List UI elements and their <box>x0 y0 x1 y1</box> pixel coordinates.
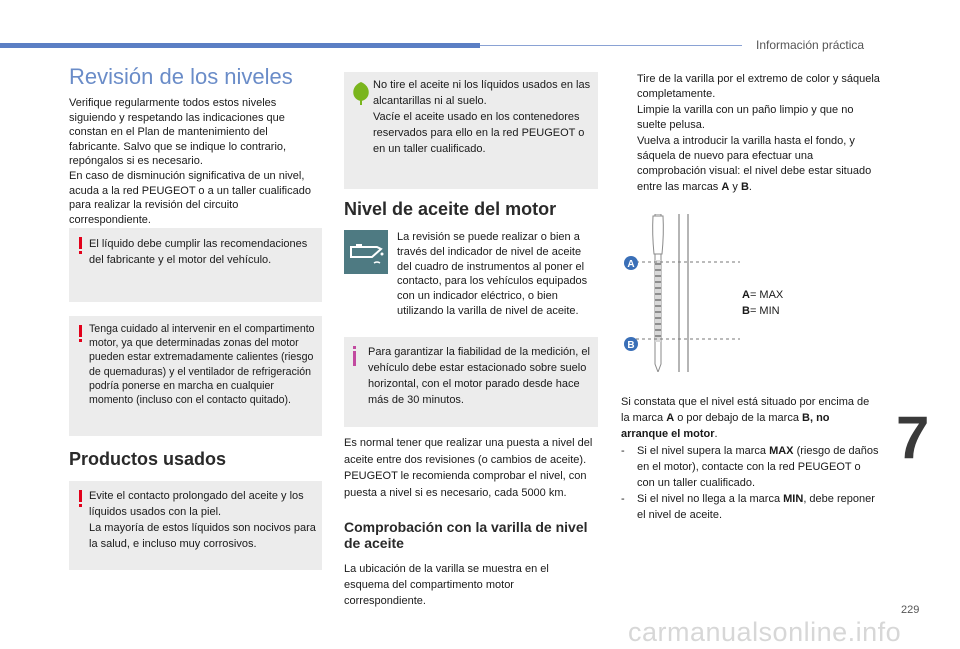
text-run: Si constata que el nivel está situado por encima de la marca <box>621 396 870 425</box>
text-run: Si el nivel supera la marca <box>637 444 770 457</box>
arrow-bullet-icon <box>621 103 637 134</box>
list-item <box>621 491 879 523</box>
text-run: Vuelva a introducir la varilla hasta el fondo, y sáquela de nuevo para efectuar una comprobación visual: el nivel debe estar situado entre las marcas <box>637 134 872 193</box>
environment-line: Vacíe el aceite usado en los contenedores reservados para ello en la red PEUGEOT o en un taller cualificado. <box>373 111 585 155</box>
conclusion-paragraph <box>621 394 879 443</box>
arrow-bullet-icon <box>621 72 637 103</box>
legend-a-key: A <box>742 289 750 301</box>
mark-a-ref: A <box>721 180 730 193</box>
normal-text: Es normal tener que realizar una puesta a nivel del aceite entre dos revisiones (o cambios de aceite). PEUGEOT le recomienda comprobar el nivel, con puesta a nivel si es necesario, cada 5000 km. <box>344 437 593 499</box>
warning-icon <box>78 490 82 508</box>
text-run: y <box>729 180 741 193</box>
warning-icon <box>78 325 82 343</box>
text-run: . <box>748 180 752 193</box>
text-run: Si el nivel no llega a la marca <box>637 493 784 506</box>
list-item-text <box>637 491 879 523</box>
text-run: (riesgo de daños en el motor), contacte con la red PEUGEOT o con un taller cualificado. <box>637 444 879 490</box>
arrow-bullet-icon <box>621 134 637 196</box>
text-run: , debe reponer el nivel de aceite. <box>637 493 875 522</box>
legend-max <box>742 287 783 303</box>
list-item-text <box>637 134 881 196</box>
dipstick-legend <box>742 287 783 319</box>
section-title: Información práctica <box>756 38 865 52</box>
warning-line: La mayoría de estos líquidos son nocivos para la salud, e incluso muy corrosivos. <box>89 522 316 550</box>
environment-line: No tire el aceite ni los líquidos usados en las alcantarillas ni al suelo. <box>373 79 591 107</box>
intro-text <box>69 96 319 227</box>
text-run: B <box>802 412 810 425</box>
text-run: MIN <box>783 493 804 506</box>
legend-b-value: = MIN <box>749 305 780 317</box>
list-item <box>621 72 881 103</box>
marker-a-label: A <box>627 259 635 270</box>
warning-box-engine <box>69 316 322 436</box>
warning-text <box>89 488 319 552</box>
intro-paragraph: Verifique regularmente todos estos niveles siguiendo y respetando las indicaciones que constan en el Plan de mantenimiento del fabricante. Salvo que se indique lo contrario, repóngalos si es necesario. <box>69 97 287 168</box>
page-title: Revisión de los niveles <box>69 64 293 89</box>
legend-a-value: = MAX <box>749 289 784 301</box>
list-item-text <box>637 443 879 492</box>
list-item-text: Tire de la varilla por el extremo de color y sáquela completamente. <box>637 73 880 101</box>
info-box <box>344 337 598 427</box>
warning-box-fluid <box>69 228 322 302</box>
environment-box <box>344 72 598 189</box>
warning-box-used <box>69 481 322 570</box>
environment-text <box>373 77 597 157</box>
text-run: . <box>714 428 718 441</box>
text-run: MAX <box>769 444 794 457</box>
conclusion-text <box>621 394 879 524</box>
dipstick-diagram <box>622 214 746 372</box>
header-line <box>480 45 742 46</box>
oil-level-title: Nivel de aceite del motor <box>344 199 557 219</box>
info-icon <box>353 346 356 368</box>
warning-icon <box>78 237 82 255</box>
steps-list <box>621 72 881 195</box>
mark-b-ref: B <box>740 180 749 193</box>
text-run: A <box>666 412 675 425</box>
header-bar <box>0 43 480 48</box>
used-products-title: Productos usados <box>69 449 227 469</box>
oil-level-text: La revisión se puede realizar o bien a través del indicador de nivel de aceite del cuadro de instrumentos al poner el contacto, para los vehículos equipados con un indicador eléctrico, o bien utilizando la varilla de nivel de aceite. <box>397 231 588 317</box>
page-number: 229 <box>901 604 920 616</box>
list-item <box>621 443 879 492</box>
list-item-text: Limpie la varilla con un paño limpio y que no suelte pelusa. <box>637 103 854 132</box>
warning-text: El líquido debe cumplir las recomendaciones del fabricante y el motor del vehículo. <box>89 238 308 266</box>
leaf-icon <box>351 81 371 105</box>
warning-text: Tenga cuidado al intervenir en el compartimento motor, ya que determinadas zonas del motor pueden estar extremadamente calientes (riesgo de quemaduras) y el ventilador de refrigeración podría ponerse en marcha en cualquier momento (incluso con el contacto quitado). <box>89 323 315 407</box>
watermark: carmanualsonline.info <box>628 617 902 647</box>
intro-paragraph-2: En caso de disminución significativa de un nivel, acuda a la red PEUGEOT o a un taller cualificado para realizar la revisión del circuito correspondiente. <box>69 169 311 226</box>
text-run: o por debajo de la marca <box>674 412 803 425</box>
list-item <box>621 134 881 196</box>
dipstick-title: Comprobación con la varilla de nivel de aceite <box>344 519 588 551</box>
info-text: Para garantizar la fiabilidad de la medición, el vehículo debe estar estacionado sobre suelo horizontal, con el motor parado desde hace más de 30 minutos. <box>368 346 590 406</box>
legend-b-key: B <box>742 305 750 317</box>
marker-b-label: B <box>627 340 635 351</box>
chapter-number: 7 <box>896 404 930 471</box>
dash-bullet: - <box>621 444 625 457</box>
warning-line: Evite el contacto prolongado del aceite y los líquidos usados con la piel. <box>89 490 304 518</box>
list-item <box>621 103 881 134</box>
text-run: , no arranque el motor <box>621 412 830 441</box>
oil-can-icon <box>344 230 388 274</box>
dipstick-text: La ubicación de la varilla se muestra en el esquema del compartimento motor correspondiente. <box>344 563 549 607</box>
dash-bullet: - <box>621 493 625 506</box>
legend-min <box>742 303 783 319</box>
